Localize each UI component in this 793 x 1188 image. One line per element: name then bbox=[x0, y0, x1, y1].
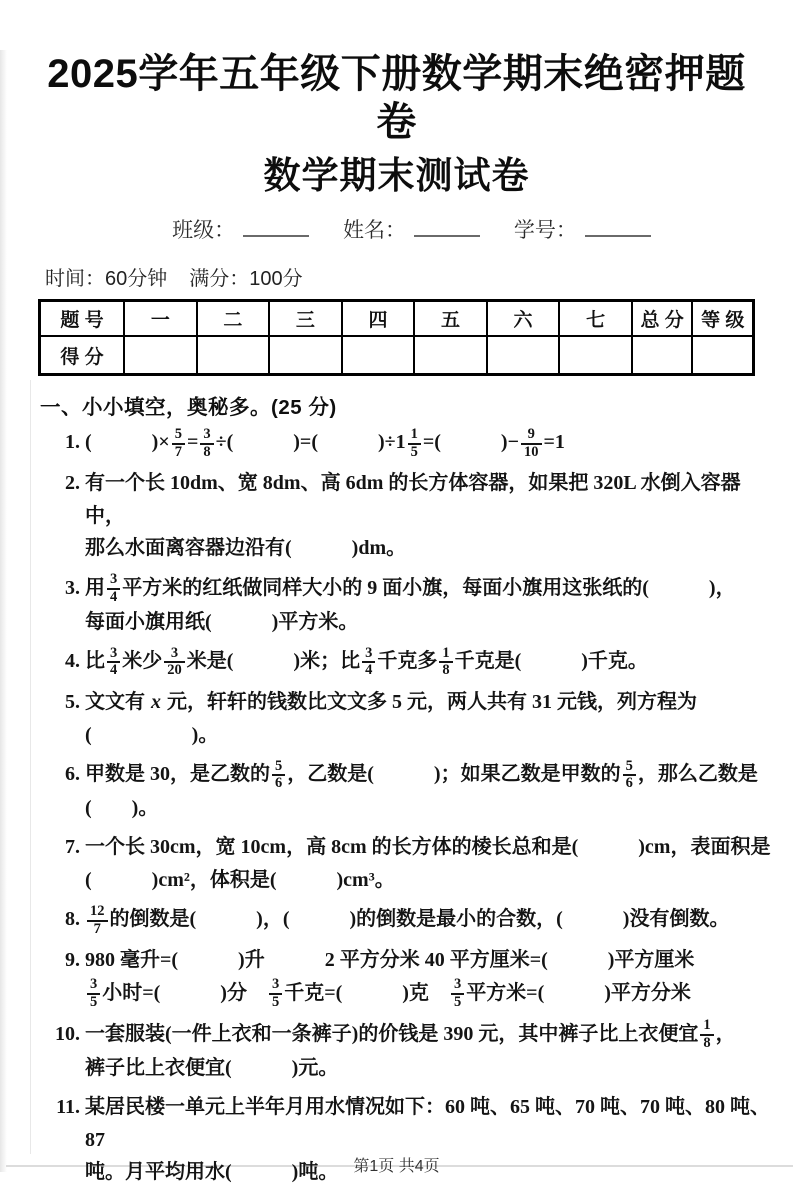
fraction: $\frac{1}{5}$ bbox=[408, 427, 421, 460]
question-content bbox=[85, 686, 776, 751]
score-table-score-row bbox=[40, 336, 754, 375]
class-field-blank bbox=[243, 214, 309, 237]
question-text: ( )。 bbox=[85, 723, 219, 746]
score-row-label: 得 分 bbox=[40, 336, 125, 375]
question-number: 1. bbox=[65, 431, 80, 454]
question-content bbox=[85, 426, 776, 460]
question-text: =1 bbox=[543, 431, 565, 454]
question-content bbox=[85, 831, 776, 896]
fraction: $\frac{5}{6}$ bbox=[272, 759, 285, 792]
student-info-row bbox=[38, 214, 755, 244]
question-content bbox=[85, 572, 776, 638]
full-score-label: 满分：100分 bbox=[189, 268, 303, 291]
question-text: = bbox=[186, 431, 199, 454]
question-text: 米少 bbox=[122, 650, 163, 673]
question-text: 千克是( )千克。 bbox=[454, 650, 648, 673]
question-text: 平方米=( )平方分米 bbox=[466, 981, 691, 1004]
fraction: $\frac{3}{5}$ bbox=[269, 977, 282, 1010]
class-field-label: 班级： bbox=[172, 219, 236, 243]
question-text: ( )× bbox=[85, 431, 170, 454]
question bbox=[52, 944, 776, 1010]
question-number: 8. bbox=[65, 908, 80, 931]
score-table-row-header: 题 号 bbox=[40, 301, 125, 337]
score-table-column-header: 三 bbox=[269, 301, 342, 337]
fraction: $\frac{3}{8}$ bbox=[200, 427, 213, 460]
fraction: $\frac{3}{20}$ bbox=[164, 646, 185, 679]
question-list bbox=[52, 426, 776, 1188]
score-table-column-header: 五 bbox=[414, 301, 487, 337]
question bbox=[52, 572, 776, 638]
question-number: 10. bbox=[55, 1022, 80, 1045]
score-cell bbox=[632, 336, 693, 375]
class-field bbox=[172, 214, 309, 244]
question-text: 的倒数是( )，( )的倒数是最小的合数，( )没有倒数。 bbox=[109, 908, 730, 931]
exam-title-line1: 2025学年五年级下册数学期末绝密押题卷 bbox=[47, 52, 746, 144]
fraction: $\frac{12}{7}$ bbox=[87, 904, 108, 937]
question-number: 11. bbox=[56, 1096, 80, 1119]
question-text: 用 bbox=[85, 576, 105, 599]
fraction: $\frac{3}{5}$ bbox=[87, 977, 100, 1010]
question-text: ÷( )=( )÷1 bbox=[215, 431, 406, 454]
fraction: $\frac{3}{5}$ bbox=[451, 977, 464, 1010]
question-number: 5. bbox=[65, 691, 80, 714]
score-cell bbox=[414, 336, 487, 375]
score-cell bbox=[124, 336, 197, 375]
student-id-field-label: 学号： bbox=[513, 219, 577, 243]
question-text: 米是( )米；比 bbox=[186, 650, 361, 673]
fraction: $\frac{5}{7}$ bbox=[172, 427, 185, 460]
question bbox=[52, 831, 776, 896]
question-text: 980 毫升=( )升 2 平方分米 40 平方厘米=( )平方厘米 bbox=[85, 949, 695, 972]
question bbox=[52, 758, 776, 824]
student-id-field bbox=[514, 214, 651, 244]
score-cell bbox=[487, 336, 560, 375]
exam-title-line2: 数学期末测试卷 bbox=[263, 155, 530, 196]
question-content bbox=[85, 903, 776, 937]
fraction: $\frac{5}{6}$ bbox=[623, 759, 636, 792]
question bbox=[52, 426, 776, 460]
question-text: 某居民楼一单元上半年月用水情况如下：60 吨、65 吨、70 吨、70 吨、80 吨、87 bbox=[85, 1096, 770, 1151]
fraction: $\frac{9}{10}$ bbox=[521, 427, 542, 460]
question-text: 吨。月平均用水( )吨。 bbox=[85, 1160, 339, 1183]
fraction: $\frac{1}{8}$ bbox=[439, 646, 452, 679]
score-table-column-header: 四 bbox=[342, 301, 415, 337]
question-text: 有一个长 10dm、宽 8dm、高 6dm 的长方体容器，如果把 320L 水倒入容器中， bbox=[85, 472, 741, 527]
time-limit-label: 时间：60分钟 bbox=[45, 268, 168, 291]
question-text: 文文有 bbox=[85, 691, 150, 714]
question-text: 一个长 30cm，宽 10cm，高 8cm 的长方体的棱长总和是( )cm，表面积是 bbox=[85, 836, 771, 859]
score-cell bbox=[197, 336, 270, 375]
question-text: ， bbox=[715, 1022, 736, 1045]
question-text: 千克多 bbox=[377, 650, 438, 673]
question-text: 元，轩轩的钱数比文文多 5 元，两人共有 31 元钱，列方程为 bbox=[162, 691, 697, 714]
question-content bbox=[85, 467, 776, 564]
name-field bbox=[343, 214, 480, 244]
question-content bbox=[85, 645, 776, 679]
exam-page bbox=[0, 50, 793, 1188]
question-text: 一套服装(一件上衣和一条裤子)的价钱是 390 元，其中裤子比上衣便宜 bbox=[85, 1022, 699, 1045]
question-text: 甲数是 30，是乙数的 bbox=[85, 762, 270, 785]
question-text: 小时=( )分 bbox=[102, 981, 267, 1004]
score-table-column-header: 一 bbox=[124, 301, 197, 337]
score-cell bbox=[342, 336, 415, 375]
exam-meta bbox=[45, 262, 755, 291]
question-content bbox=[85, 944, 776, 1010]
name-field-blank bbox=[414, 214, 480, 237]
question-text: 那么水面离容器边沿有( )dm。 bbox=[85, 537, 407, 560]
section-one-heading: 一、小小填空，奥秘多。(25 分) bbox=[40, 396, 337, 420]
question bbox=[52, 1018, 776, 1084]
score-cell bbox=[559, 336, 632, 375]
score-table-header-row bbox=[40, 301, 754, 337]
question-number: 3. bbox=[65, 576, 80, 599]
variable-x: x bbox=[151, 691, 161, 714]
question-content bbox=[85, 758, 776, 824]
question-text: ( )cm²，体积是( )cm³。 bbox=[85, 868, 395, 891]
question-number: 7. bbox=[65, 836, 80, 859]
question-text: 比 bbox=[85, 650, 105, 673]
question-text: 裤子比上衣便宜( )元。 bbox=[85, 1056, 339, 1079]
question bbox=[52, 903, 776, 937]
fraction: $\frac{3}{4}$ bbox=[107, 572, 120, 605]
question-number: 9. bbox=[65, 949, 80, 972]
fraction: $\frac{3}{4}$ bbox=[107, 646, 120, 679]
name-field-label: 姓名： bbox=[343, 219, 406, 243]
score-table-column-header: 总 分 bbox=[632, 301, 693, 337]
question-text: ，乙数是( )；如果乙数是甲数的 bbox=[287, 762, 621, 785]
fraction: $\frac{1}{8}$ bbox=[700, 1018, 713, 1051]
score-cell bbox=[692, 336, 753, 375]
score-table bbox=[38, 299, 755, 376]
fraction: $\frac{3}{4}$ bbox=[362, 646, 375, 679]
score-table-column-header: 等 级 bbox=[692, 301, 753, 337]
score-table-column-header: 六 bbox=[487, 301, 560, 337]
question-number: 2. bbox=[65, 472, 80, 495]
question-text: =( )− bbox=[422, 431, 519, 454]
student-id-field-blank bbox=[585, 214, 651, 237]
question bbox=[52, 645, 776, 679]
question bbox=[52, 467, 776, 564]
score-table-column-header: 七 bbox=[559, 301, 632, 337]
score-table-column-header: 二 bbox=[197, 301, 270, 337]
page-footer: 第1页 共4页 bbox=[353, 1158, 440, 1176]
question-content bbox=[85, 1018, 776, 1084]
question-text: 每面小旗用纸( )平方米。 bbox=[85, 610, 359, 633]
question-number: 6. bbox=[65, 762, 80, 785]
question-number: 4. bbox=[65, 650, 80, 673]
question bbox=[52, 686, 776, 751]
question-text: ( )。 bbox=[85, 796, 159, 819]
score-cell bbox=[269, 336, 342, 375]
question-text: 平方米的红纸做同样大小的 9 面小旗，每面小旗用这张纸的( )， bbox=[122, 576, 736, 599]
question-text: ，那么乙数是 bbox=[637, 762, 758, 785]
question-text: 千克=( )克 bbox=[284, 981, 449, 1004]
